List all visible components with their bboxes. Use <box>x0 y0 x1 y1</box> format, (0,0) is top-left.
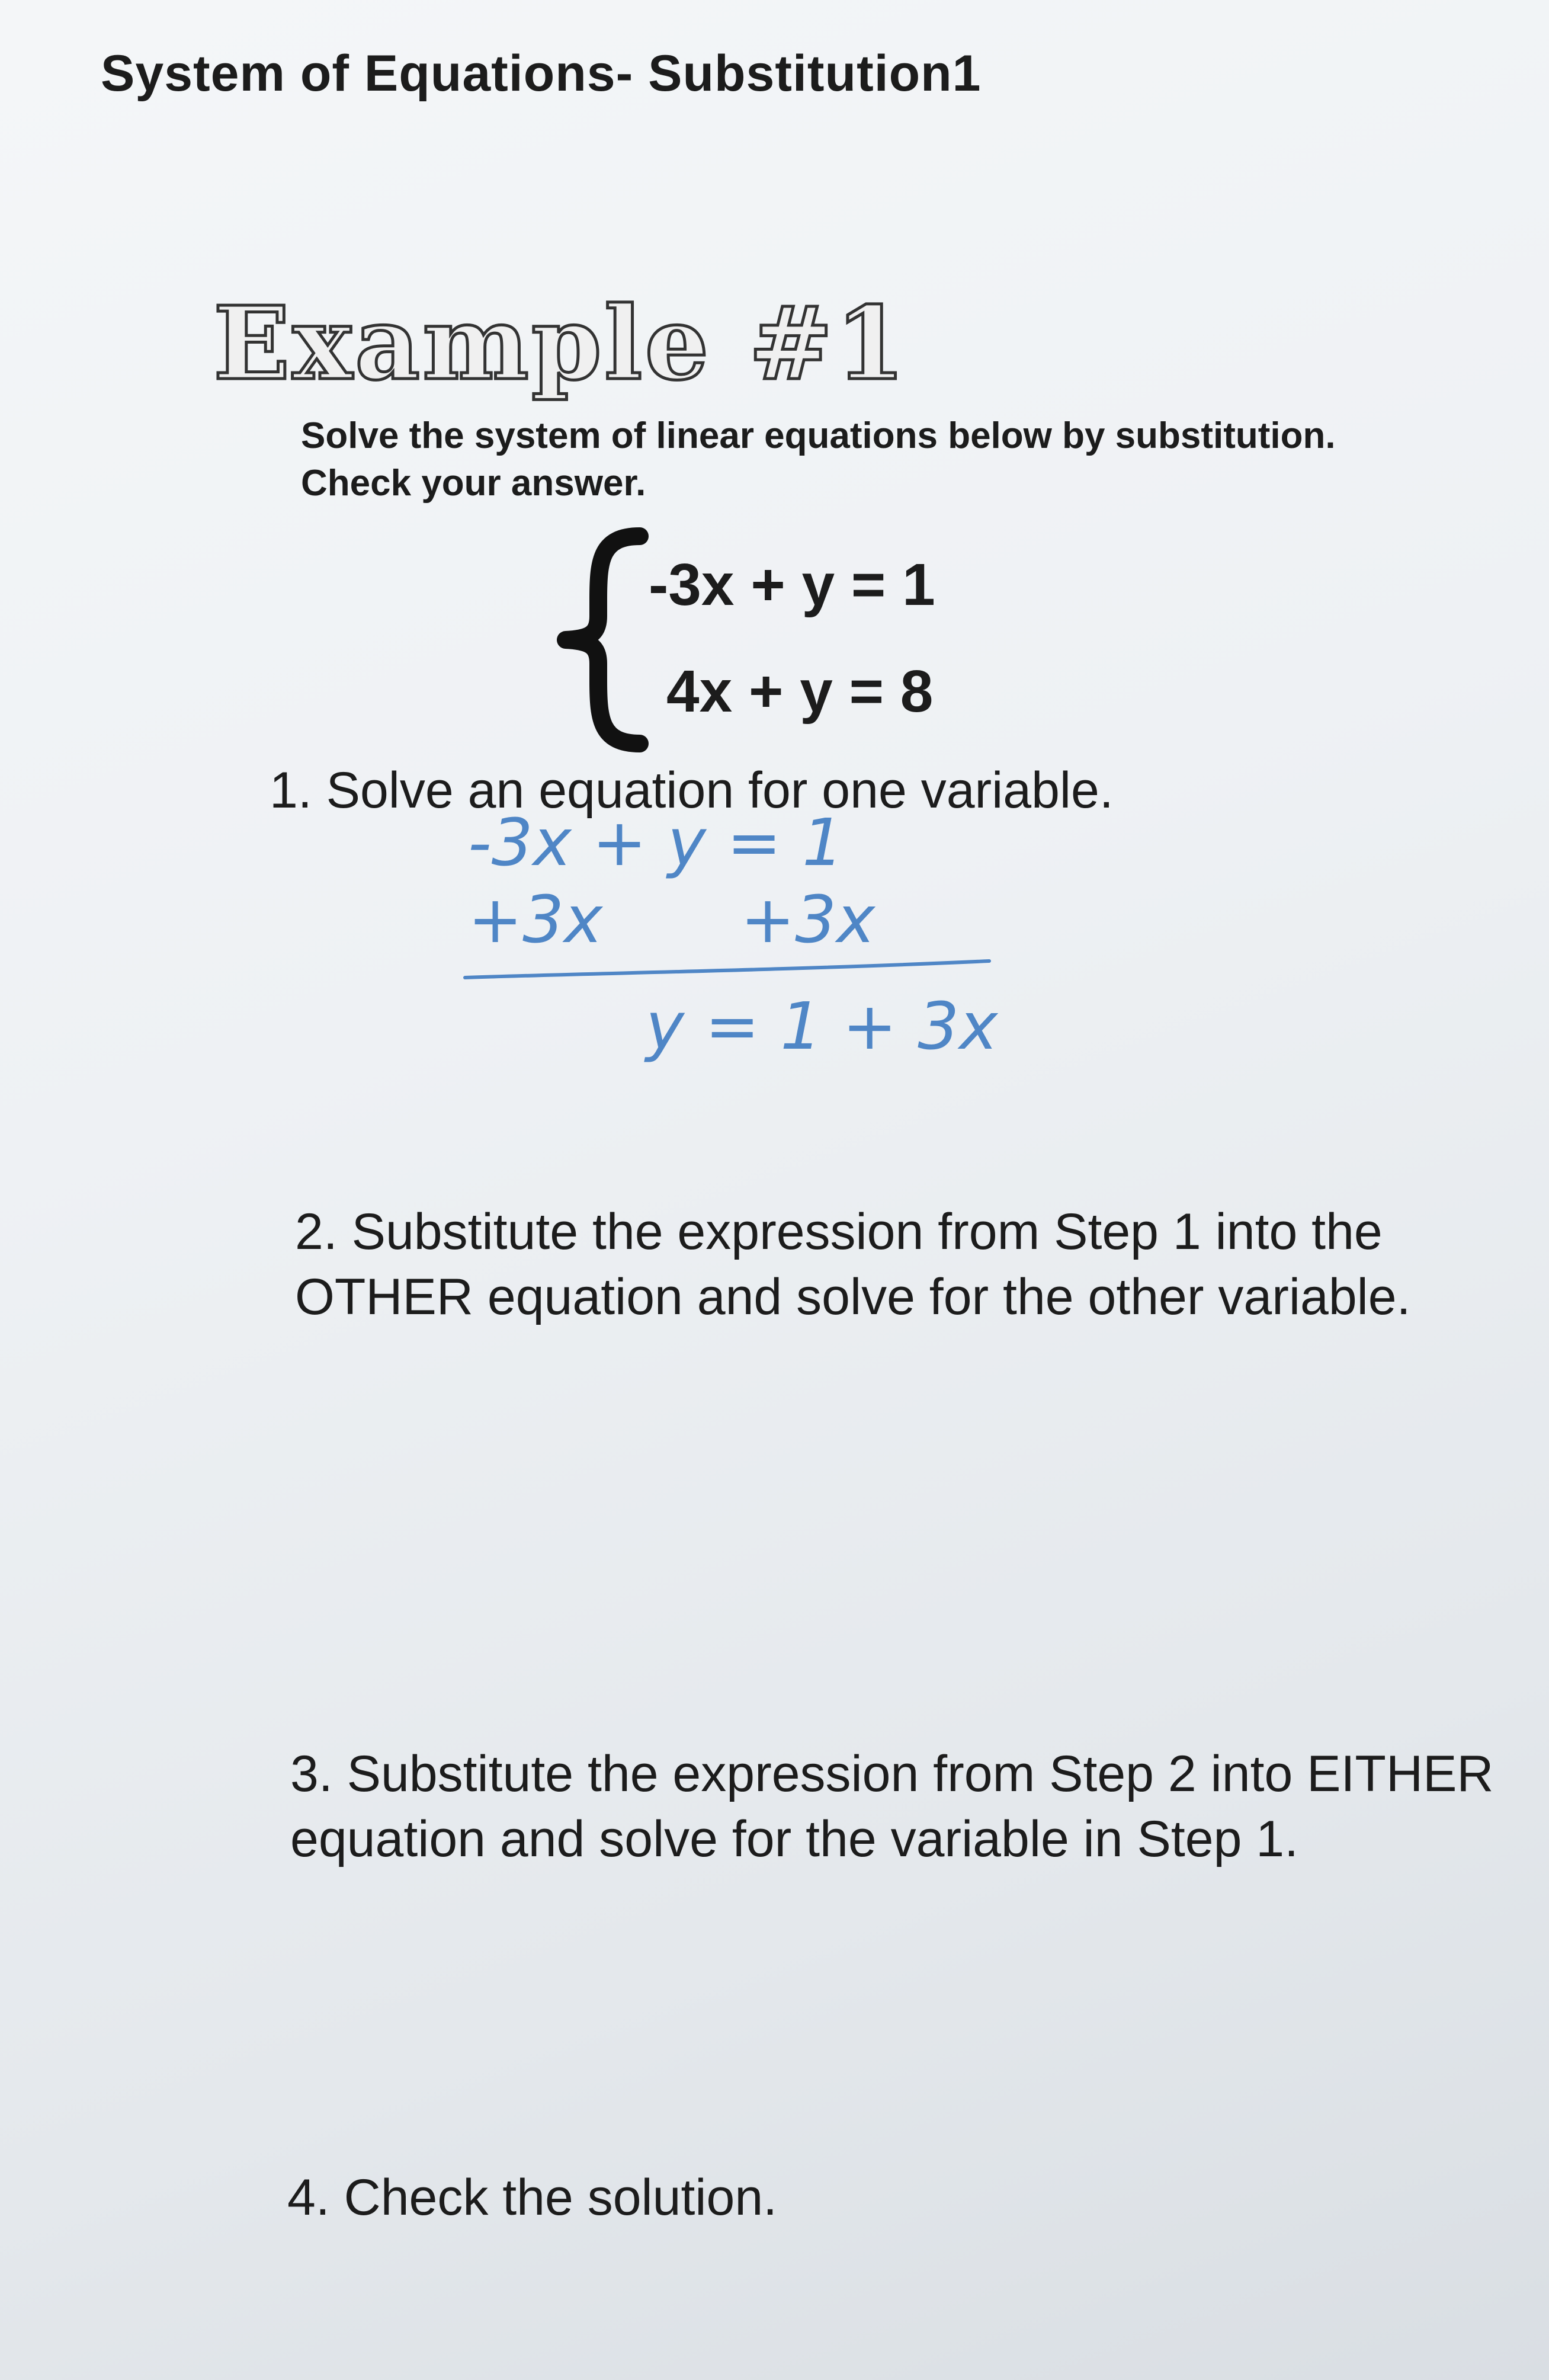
step-3-text-line-2: equation and solve for the variable in Step 1. <box>290 1811 1299 1868</box>
instructions-line-1: Solve the system of linear equations below by substitution. <box>301 415 1336 456</box>
system-equation-2: 4x + y = 8 <box>666 658 934 725</box>
step-3-text-line-1: 3. Substitute the expression from Step 2 into EITHER <box>290 1745 1494 1802</box>
handwritten-line-2-right: +3x <box>740 882 875 957</box>
instructions-line-2: Check your answer. <box>301 463 646 504</box>
handwritten-line-1: -3x + y = 1 <box>468 805 844 880</box>
step-1-text: 1. Solve an equation for one variable. <box>270 762 1114 819</box>
handwritten-work <box>456 800 1013 1084</box>
handwritten-line-2-left: +3x <box>468 882 603 957</box>
worksheet-title: System of Equations- Substitution1 <box>101 45 982 102</box>
system-equation-1: -3x + y = 1 <box>649 552 935 618</box>
handwritten-underline <box>465 961 989 978</box>
handwritten-line-3: y = 1 + 3x <box>646 988 998 1064</box>
step-2-text-line-2: OTHER equation and solve for the other variable. <box>295 1269 1411 1325</box>
step-2-text-line-1: 2. Substitute the expression from Step 1 into the <box>295 1203 1383 1260</box>
step-4-text: 4. Check the solution. <box>287 2169 778 2226</box>
system-brace-icon <box>551 527 652 752</box>
example-heading: Example #1 <box>213 284 908 403</box>
